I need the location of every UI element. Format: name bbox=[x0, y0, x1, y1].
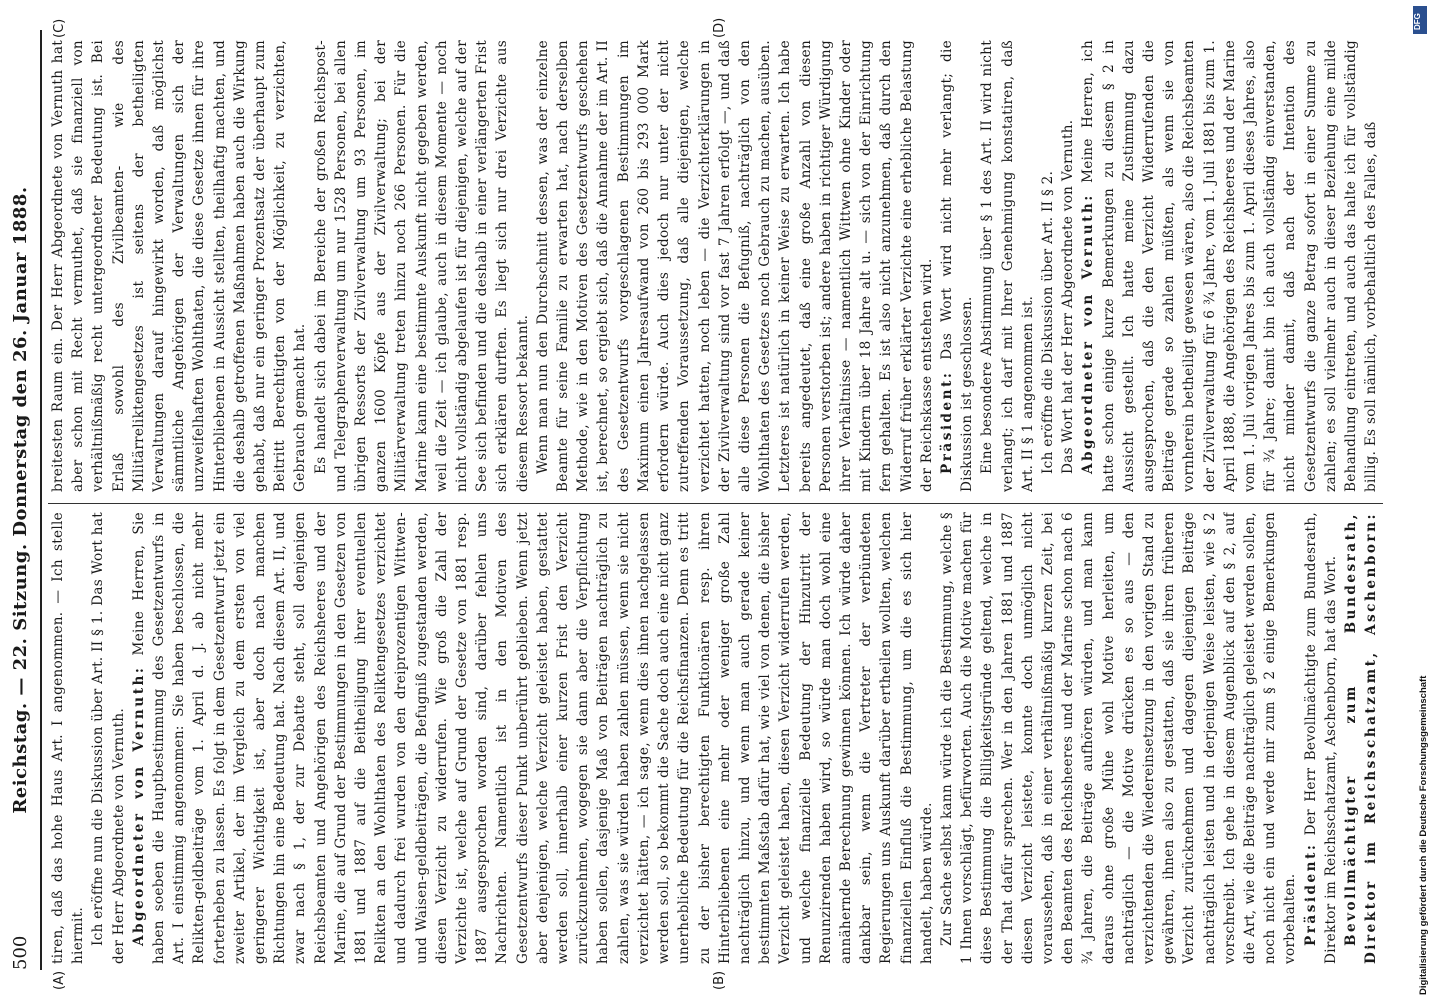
paragraph: Zur Sache selbst kann würde ich die Bestimmung, welche § 1 Ihnen vorschlägt, befürworten. Auch die Motive machen für diese Bestimmung die Billigkeitsgründe geltend, welche in der That dafür sprechen. Wer in den Jahren 1881 und 1887 diesen Verzicht leistete, konnte doch unmöglich nicht voraussehen, daß in einer verhältnißmäßig kurzen Zeit, bei den Beamten des Reichsheeres und der Marine schon nach 6 ¾ Jahren, die Beiträge aufhören würden, und man kann daraus ohne große Mühe wohl Motive herleiten, um nachträglich — die Motive drücken es so aus — den verzichtenden die Wiedereinsetzung in den vorigen Stand zu gewähren, ihnen also zu gestatten, daß sie ihren früheren Verzicht zurücknehmen und dagegen diejenigen Beiträge nachträglich leisten und in derjenigen Weise leisten, wie § 2 vorschreibt. Ich gehe in diesem Augenblick auf den § 2, auf die Art, wie die Beiträge nachträglich geleistet werden sollen, noch nicht ein und werde mir zum § 2 einige Bemerkungen vorbehalten. bbox=[938, 512, 1299, 964]
page-title: Reichstag. — 22. Sitzung. Donnerstag den 26. Januar 1888. bbox=[10, 186, 31, 814]
speaker-name: Abgeordneter von Vernuth: bbox=[1080, 193, 1097, 474]
speech bbox=[1078, 40, 1381, 492]
header-rule bbox=[40, 30, 42, 970]
speech bbox=[129, 512, 937, 964]
speaker-name: Präsident: bbox=[1302, 842, 1319, 946]
dfg-logo-text: DFG bbox=[1413, 13, 1422, 30]
speech-text: Meine Herren, ich hatte schon einige kurze Bemerkungen zu diesem § 2 in Aussicht gestellt. Ich hatte meine Zustimmung dazu ausgesprochen, daß die den Verzicht Widerrufenden die Beiträge gerade so zahlen müßten, als wenn sie von vornherein betheiligt gewesen wären, also die Reichsbeamten der Zivilverwaltung für 6 ¾ Jahre, vom 1. Juli 1881 bis zum 1. April 1888, die Angehörigen des Reichsheeres und der Marine vom 1. Juli vorigen Jahres bis zum 1. April dieses Jahres, also für ¾ Jahre; damit bin ich auch vollständig einverstanden, nicht minder damit, daß nach der Intention des Gesetzentwurfs die ganze Betrag sofort in einer Summe zu zahlen; es soll vielmehr auch in dieser Beziehung eine milde Behandlung eintreten, und auch das halte ich für vollständig billig. Es soll nämlich, vorbehaltlich des Falles, daß bbox=[1080, 40, 1380, 492]
speech bbox=[1301, 512, 1341, 964]
right-column bbox=[48, 40, 1383, 492]
margin-marker-b: (B) bbox=[712, 970, 727, 990]
speaker-name: Bevollmächtigter zum Bundesrath, Direktor im Reichsschatzamt, Aschenborn: bbox=[1343, 512, 1380, 964]
speech bbox=[937, 40, 977, 492]
speaker-name: Präsident: bbox=[938, 370, 955, 474]
paragraph: Ich eröffne nun die Diskussion über Art. II § 1. Das Wort hat der Herr Abgeordnete von Vernuth. bbox=[90, 512, 127, 964]
paragraph: Das Wort hat der Herr Abgeordnete von Vernuth. bbox=[1060, 119, 1077, 474]
left-column bbox=[48, 512, 1383, 964]
margin-marker-d: (D) bbox=[712, 17, 727, 38]
paragraph: Wenn man nun den Durchschnitt dessen, was der einzelne Beamte für seine Familie zu erwarten hat, nach derselben Methode, wie in den Motiven des Gesetzentwurfs geschehen ist, berechnet, so ergiebt sich, daß die Annahme der im Art. II des Gesetzentwurfs vorgeschlagenen Bestimmungen im Maximum einen Jahresaufwand von 260 bis 293 000 Mark erfordern würde. Auch dies jedoch nur unter der nicht zutreffenden Voraussetzung, daß alle diejenigen, welche verzichtet hatten, noch leben — die Verzichterklärungen in der Zivilverwaltung sind vor fast 7 Jahren erfolgt —, und daß alle diese Personen die Befugniß, nachträglich von den Wohlthaten des Gesetzes noch Gebrauch zu machen, ausüben. Letzteres ist natürlich in keiner Weise zu erwarten. Ich habe bereits angedeutet, daß eine große Anzahl von diesen Personen verstorben ist; andere haben in richtiger Würdigung ihrer Verhältnisse — namentlich Wittwen ohne Kinder oder mit Kindern über 18 Jahre alt u. — sich von der Einrichtung fern gehalten. Es ist also nicht anzunehmen, daß durch den Widerruf früher erklärter Verzichte eine erhebliche Belastung der Reichskasse entstehen wird. bbox=[534, 40, 935, 492]
paragraph: Es handelt sich dabei im Bereiche der großen Reichspost- und Telegraphenverwaltung um nur 1528 Personen, bei allen übrigen Ressorts der Zivilverwaltung um 93 Personen, im ganzen 1600 Köpfe aus der Zivilverwaltung; bei der Militärverwaltung treten hinzu noch 266 Personen. Für die Marine kann eine bestimmte Auskunft nicht gegeben werden, weil die Zeit — ich glaube, auch in diesem Momente — noch nicht vollständig abgelaufen ist für diejenigen, welche auf der See sich befinden und die deshalb in einer verlängerten Frist sich erklären durften. Es liegt sich nur drei Verzichte aus diesem Ressort bekannt. bbox=[312, 40, 531, 492]
page-header bbox=[10, 30, 36, 970]
page-number: 500 bbox=[10, 935, 31, 970]
paragraph: tiren, daß das hohe Haus Art. I angenommen. — Ich stelle hiermit. bbox=[50, 512, 87, 964]
speech-text: Das Wort wird nicht mehr verlangt; die Diskussion ist geschlossen. bbox=[938, 40, 976, 492]
margin-marker-c: (C) bbox=[52, 18, 67, 38]
speech-text: Meine Herren, Sie haben soeben die Hauptbestimmung des Gesetzentwurfs in Art. I einstimmig angenommen: Sie haben beschlossen, die Relikten-geldbeiträge vom 1. April d. J. ab nicht mehr forterheben zu lassen. Es folgt in dem Gesetzentwurf jetzt ein zweiter Artikel, der im Vergleich zu dem ersten von viel geringerer Wichtigkeit ist, aber doch nach manchen Richtungen hin eine Bedeutung hat. Nach diesem Art. II, und zwar nach § 1, der zur Debatte steht, soll denjenigen Reichsbeamten und Angehörigen des Reichsheeres und der Marine, die auf Grund der Bestimmungen in den Gesetzen von 1881 und 1887 auf die Beitheiligung ihrer eventuellen Relikten an den Wohlthaten des Reliktengesetzes verzichtet und dadurch frei wurden von den dreiprozentigen Wittwen- und Waisen-geldbeiträgen, die Befugniß zugestanden werden, diesen Verzicht zu widerrufen. Wie groß die Zahl der Verzichte ist, welche auf Grund der Gesetze von 1881 resp. 1887 ausgesprochen worden sind, darüber fehlen uns Nachrichten. Namentlich ist in den Motiven des Gesetzentwurfs dieser Punkt unberührt geblieben. Wenn jetzt aber denjenigen, welche Verzicht geleistet haben, gestattet werden soll, innerhalb einer kurzen Frist den Verzicht zurückzunehmen, wogegen sie dann aber die Verpflichtung haben sollen, dasjenige Maß von Beiträgen nachträglich zu zahlen, was sie würden haben zahlen müssen, wenn sie nicht verzichtet hätten, — ich sage, wenn dies ihnen nachgelassen werden soll, so bekommt die Sache doch auch eine nicht ganz unerhebliche Bedeutung für die Reichsfinanzen. Denn es tritt zu der bisher berechtigten Funktionären resp. ihren Hinterbliebenen eine mehr oder weniger große Zahl nachträglich hinzu, und wenn man auch gerade keiner bestimmten Maßstab dafür hat, wie viel von denen, die bisher Verzicht geleistet haben, diesen Verzicht widerrufen werden, und welche finanzielle Bedeutung der Hinzutritt der Renunzirenden haben wird, so würde man doch wohl eine annähernde Berechnung gewinnen können. Ich würde daher dankbar sein, wenn die Vertreter der verbündeten Regierungen uns Auskunft darüber ertheilen wollten, welchen finanziellen Einfluß die Bestimmung, um die es sich hier handelt, haben würde. bbox=[130, 512, 935, 964]
speech-text: Der Herr Bevollmächtigte zum Bundesrath, Direktor im Reichsschatzamt, Aschenborn, hat das Wort. bbox=[1302, 512, 1339, 964]
speech bbox=[1341, 512, 1383, 964]
paragraph: Eine besondere Abstimmung über § 1 des Art. II wird nicht verlangt; ich darf mit Ihrer Genehmigung konstatiren, daß Art. II § 1 angenommen ist. bbox=[979, 40, 1036, 492]
margin-marker-a: (A) bbox=[52, 970, 67, 990]
digitization-note: Digitalisierung gefördert durch die Deutsche Forschungsgemeinschaft bbox=[1418, 675, 1429, 995]
paragraph: Ich eröffne die Diskussion über Art. II § 2. bbox=[1039, 170, 1056, 474]
column-divider bbox=[48, 503, 1383, 504]
paragraph: breitesten Raum ein. Der Herr Abgeordnete von Vernuth hat aber schon mit Recht vermuthet, daß sie finanziell von verhältnißmäßig recht untergeordneter Bedeutung ist. Bei Erlaß sowohl des Zivilbeamten- wie des Militärreliktengesetzes ist seitens der betheiligten Verwaltungen darauf hingewirkt worden, daß möglichst sämmtliche Angehörigen der Verwaltungen sich der unzweifelhaften Wohlthaten, die diese Gesetze ihnen für ihre Hinterbliebenen in Aussicht stellten, theilhaftig machten, und die deshalb getroffenen Maßnahmen haben auch die Wirkung gehabt, daß nur ein geringer Prozentsatz der überhaupt zum Beitritt Berechtigten von der Möglichkeit, zu verzichten, Gebrauch gemacht hat. bbox=[50, 40, 309, 492]
speaker-name: Abgeordneter von Vernuth: bbox=[130, 665, 147, 946]
